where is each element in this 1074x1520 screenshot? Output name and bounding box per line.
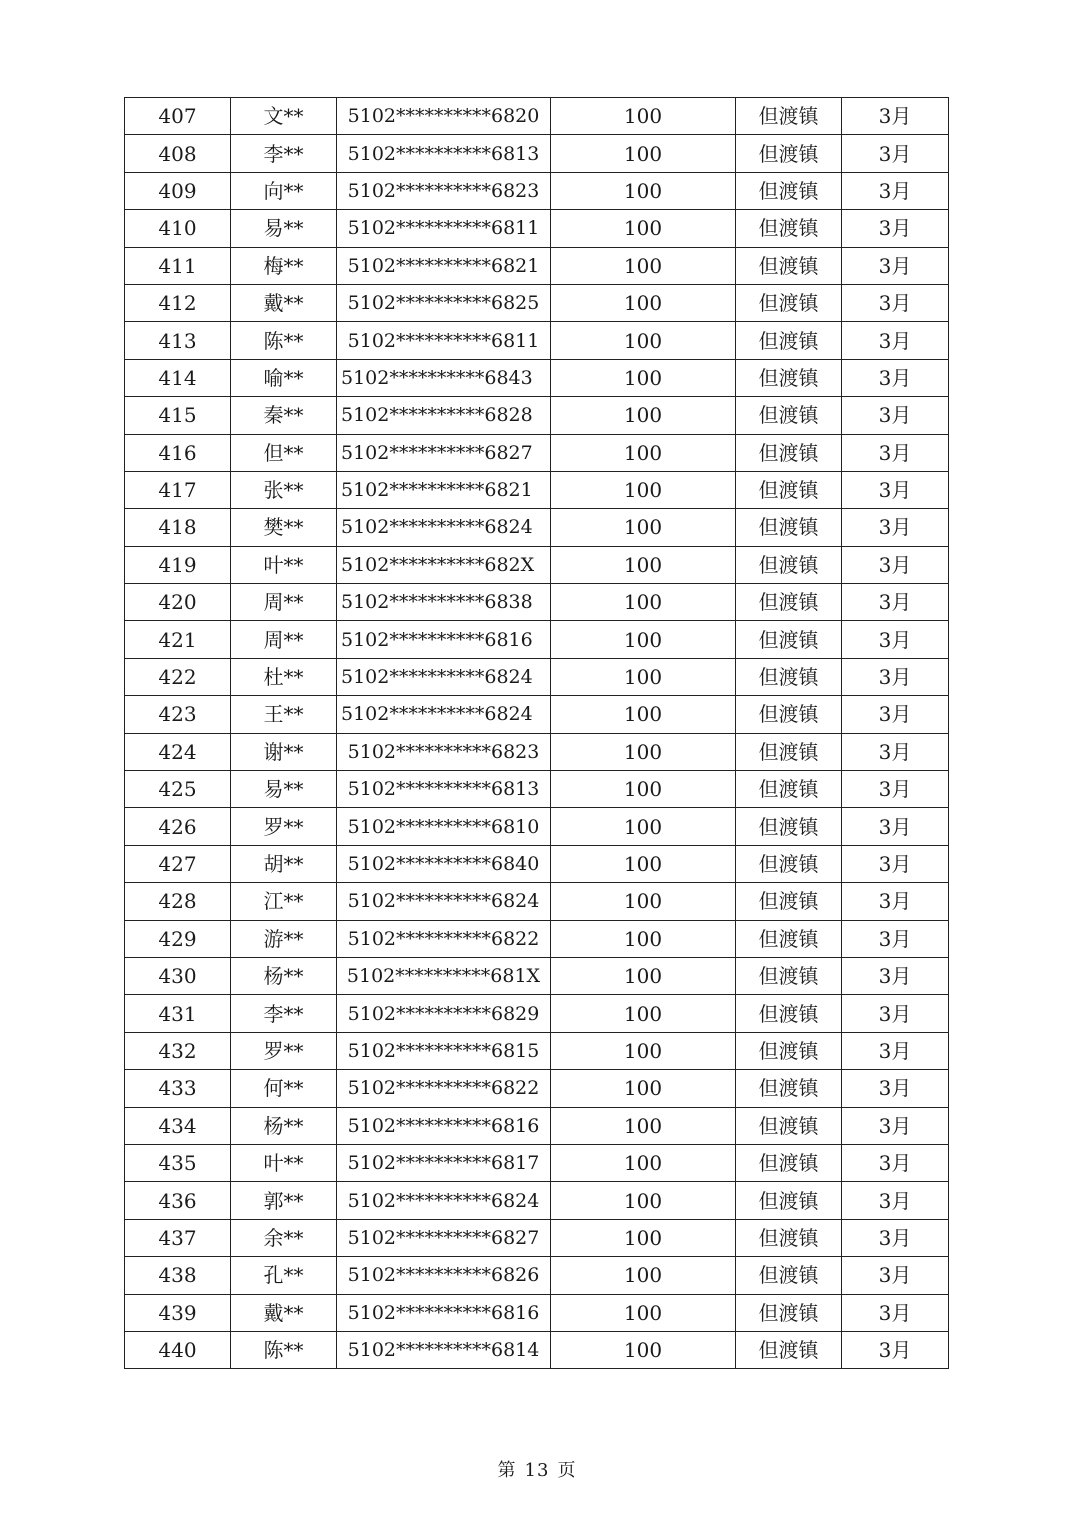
cell-town: 但渡镇 — [736, 1294, 842, 1331]
cell-month: 3月 — [842, 247, 949, 284]
cell-id-number: 5102**********6838 — [337, 584, 551, 621]
table-row — [125, 1107, 949, 1144]
cell-amount: 100 — [551, 1331, 736, 1368]
table-row — [125, 1070, 949, 1107]
cell-number: 415 — [125, 397, 231, 434]
table-row — [125, 995, 949, 1032]
table-row — [125, 808, 949, 845]
cell-name: 李** — [231, 135, 337, 172]
cell-name: 王** — [231, 696, 337, 733]
cell-town: 但渡镇 — [736, 471, 842, 508]
cell-number: 425 — [125, 771, 231, 808]
cell-month: 3月 — [842, 546, 949, 583]
cell-town: 但渡镇 — [736, 322, 842, 359]
cell-amount: 100 — [551, 434, 736, 471]
cell-id-number: 5102**********6814 — [337, 1331, 551, 1368]
cell-amount: 100 — [551, 172, 736, 209]
cell-id-number: 5102**********6827 — [337, 434, 551, 471]
cell-amount: 100 — [551, 696, 736, 733]
cell-id-number: 5102**********6813 — [337, 135, 551, 172]
cell-name: 戴** — [231, 1294, 337, 1331]
cell-amount: 100 — [551, 845, 736, 882]
cell-town: 但渡镇 — [736, 808, 842, 845]
cell-amount: 100 — [551, 322, 736, 359]
cell-town: 但渡镇 — [736, 210, 842, 247]
table-row — [125, 1331, 949, 1368]
cell-id-number: 5102**********6824 — [337, 509, 551, 546]
cell-month: 3月 — [842, 135, 949, 172]
cell-id-number: 5102**********6823 — [337, 733, 551, 770]
cell-name: 胡** — [231, 845, 337, 882]
cell-number: 410 — [125, 210, 231, 247]
cell-name: 张** — [231, 471, 337, 508]
cell-id-number: 5102**********682X — [337, 546, 551, 583]
table-row — [125, 584, 949, 621]
cell-number: 418 — [125, 509, 231, 546]
cell-town: 但渡镇 — [736, 995, 842, 1032]
cell-name: 文** — [231, 98, 337, 135]
cell-id-number: 5102**********6824 — [337, 658, 551, 695]
cell-town: 但渡镇 — [736, 584, 842, 621]
cell-amount: 100 — [551, 995, 736, 1032]
cell-town: 但渡镇 — [736, 1219, 842, 1256]
cell-name: 易** — [231, 210, 337, 247]
cell-name: 秦** — [231, 397, 337, 434]
roster-table — [124, 97, 949, 1369]
cell-amount: 100 — [551, 509, 736, 546]
cell-month: 3月 — [842, 584, 949, 621]
cell-amount: 100 — [551, 733, 736, 770]
cell-month: 3月 — [842, 1219, 949, 1256]
cell-id-number: 5102**********6820 — [337, 98, 551, 135]
cell-name: 江** — [231, 883, 337, 920]
cell-month: 3月 — [842, 920, 949, 957]
cell-amount: 100 — [551, 920, 736, 957]
cell-amount: 100 — [551, 1107, 736, 1144]
cell-month: 3月 — [842, 98, 949, 135]
cell-id-number: 5102**********6816 — [337, 621, 551, 658]
table-row — [125, 1219, 949, 1256]
cell-id-number: 5102**********6816 — [337, 1294, 551, 1331]
cell-name: 杜** — [231, 658, 337, 695]
cell-number: 416 — [125, 434, 231, 471]
cell-month: 3月 — [842, 284, 949, 321]
cell-name: 陈** — [231, 1331, 337, 1368]
cell-month: 3月 — [842, 621, 949, 658]
cell-number: 413 — [125, 322, 231, 359]
table-row — [125, 546, 949, 583]
cell-month: 3月 — [842, 210, 949, 247]
cell-month: 3月 — [842, 1070, 949, 1107]
cell-town: 但渡镇 — [736, 696, 842, 733]
cell-month: 3月 — [842, 1107, 949, 1144]
cell-town: 但渡镇 — [736, 621, 842, 658]
cell-name: 但** — [231, 434, 337, 471]
table-row — [125, 1182, 949, 1219]
cell-name: 陈** — [231, 322, 337, 359]
cell-town: 但渡镇 — [736, 546, 842, 583]
cell-number: 427 — [125, 845, 231, 882]
table-row — [125, 957, 949, 994]
cell-town: 但渡镇 — [736, 1032, 842, 1069]
cell-name: 何** — [231, 1070, 337, 1107]
cell-number: 423 — [125, 696, 231, 733]
cell-id-number: 5102**********6843 — [337, 359, 551, 396]
table-row — [125, 658, 949, 695]
cell-number: 440 — [125, 1331, 231, 1368]
cell-id-number: 5102**********6824 — [337, 1182, 551, 1219]
cell-number: 430 — [125, 957, 231, 994]
cell-name: 梅** — [231, 247, 337, 284]
cell-id-number: 5102**********6829 — [337, 995, 551, 1032]
cell-town: 但渡镇 — [736, 397, 842, 434]
cell-month: 3月 — [842, 733, 949, 770]
cell-id-number: 5102**********6813 — [337, 771, 551, 808]
cell-amount: 100 — [551, 584, 736, 621]
cell-id-number: 5102**********6824 — [337, 883, 551, 920]
table-row — [125, 1144, 949, 1181]
cell-id-number: 5102**********6822 — [337, 1070, 551, 1107]
cell-month: 3月 — [842, 771, 949, 808]
cell-id-number: 5102**********6824 — [337, 696, 551, 733]
cell-amount: 100 — [551, 98, 736, 135]
cell-number: 419 — [125, 546, 231, 583]
cell-name: 向** — [231, 172, 337, 209]
cell-number: 414 — [125, 359, 231, 396]
cell-number: 439 — [125, 1294, 231, 1331]
cell-month: 3月 — [842, 434, 949, 471]
cell-name: 杨** — [231, 1107, 337, 1144]
table-row — [125, 397, 949, 434]
cell-id-number: 5102**********6817 — [337, 1144, 551, 1181]
cell-number: 422 — [125, 658, 231, 695]
table-row — [125, 1032, 949, 1069]
cell-name: 周** — [231, 584, 337, 621]
cell-name: 余** — [231, 1219, 337, 1256]
cell-number: 411 — [125, 247, 231, 284]
cell-amount: 100 — [551, 471, 736, 508]
table-row — [125, 172, 949, 209]
cell-number: 407 — [125, 98, 231, 135]
cell-name: 罗** — [231, 808, 337, 845]
cell-id-number: 5102**********6816 — [337, 1107, 551, 1144]
cell-month: 3月 — [842, 883, 949, 920]
cell-month: 3月 — [842, 658, 949, 695]
cell-number: 433 — [125, 1070, 231, 1107]
cell-amount: 100 — [551, 1294, 736, 1331]
cell-month: 3月 — [842, 808, 949, 845]
cell-amount: 100 — [551, 546, 736, 583]
cell-month: 3月 — [842, 1257, 949, 1294]
cell-name: 周** — [231, 621, 337, 658]
table-row — [125, 322, 949, 359]
table-row — [125, 733, 949, 770]
cell-month: 3月 — [842, 1294, 949, 1331]
cell-town: 但渡镇 — [736, 771, 842, 808]
table-row — [125, 509, 949, 546]
table-row — [125, 845, 949, 882]
cell-id-number: 5102**********6826 — [337, 1257, 551, 1294]
cell-number: 431 — [125, 995, 231, 1032]
cell-name: 杨** — [231, 957, 337, 994]
cell-number: 432 — [125, 1032, 231, 1069]
cell-town: 但渡镇 — [736, 284, 842, 321]
cell-amount: 100 — [551, 658, 736, 695]
cell-id-number: 5102**********6825 — [337, 284, 551, 321]
cell-name: 叶** — [231, 546, 337, 583]
cell-number: 436 — [125, 1182, 231, 1219]
cell-town: 但渡镇 — [736, 658, 842, 695]
cell-id-number: 5102**********6822 — [337, 920, 551, 957]
cell-id-number: 5102**********6828 — [337, 397, 551, 434]
cell-name: 孔** — [231, 1257, 337, 1294]
table-row — [125, 471, 949, 508]
cell-town: 但渡镇 — [736, 733, 842, 770]
cell-month: 3月 — [842, 995, 949, 1032]
cell-name: 叶** — [231, 1144, 337, 1181]
cell-amount: 100 — [551, 135, 736, 172]
cell-id-number: 5102**********6827 — [337, 1219, 551, 1256]
cell-amount: 100 — [551, 397, 736, 434]
cell-amount: 100 — [551, 247, 736, 284]
cell-town: 但渡镇 — [736, 957, 842, 994]
table-row — [125, 98, 949, 135]
cell-name: 谢** — [231, 733, 337, 770]
cell-amount: 100 — [551, 1070, 736, 1107]
cell-month: 3月 — [842, 359, 949, 396]
cell-amount: 100 — [551, 957, 736, 994]
cell-amount: 100 — [551, 1219, 736, 1256]
cell-town: 但渡镇 — [736, 1182, 842, 1219]
table-row — [125, 1257, 949, 1294]
cell-town: 但渡镇 — [736, 1070, 842, 1107]
cell-id-number: 5102**********681X — [337, 957, 551, 994]
cell-town: 但渡镇 — [736, 359, 842, 396]
cell-amount: 100 — [551, 771, 736, 808]
cell-town: 但渡镇 — [736, 1144, 842, 1181]
page-footer-prefix: 第 — [497, 1460, 517, 1481]
cell-town: 但渡镇 — [736, 434, 842, 471]
table-row — [125, 920, 949, 957]
cell-number: 424 — [125, 733, 231, 770]
cell-month: 3月 — [842, 172, 949, 209]
cell-month: 3月 — [842, 1032, 949, 1069]
table-row — [125, 696, 949, 733]
cell-number: 412 — [125, 284, 231, 321]
table-row — [125, 247, 949, 284]
cell-month: 3月 — [842, 1182, 949, 1219]
cell-amount: 100 — [551, 621, 736, 658]
cell-number: 426 — [125, 808, 231, 845]
cell-town: 但渡镇 — [736, 172, 842, 209]
cell-id-number: 5102**********6840 — [337, 845, 551, 882]
table-row — [125, 1294, 949, 1331]
cell-id-number: 5102**********6811 — [337, 210, 551, 247]
cell-name: 樊** — [231, 509, 337, 546]
cell-name: 喻** — [231, 359, 337, 396]
cell-number: 421 — [125, 621, 231, 658]
cell-number: 428 — [125, 883, 231, 920]
table-row — [125, 359, 949, 396]
cell-name: 李** — [231, 995, 337, 1032]
cell-number: 420 — [125, 584, 231, 621]
cell-town: 但渡镇 — [736, 1331, 842, 1368]
cell-number: 409 — [125, 172, 231, 209]
cell-id-number: 5102**********6815 — [337, 1032, 551, 1069]
cell-month: 3月 — [842, 957, 949, 994]
cell-town: 但渡镇 — [736, 135, 842, 172]
cell-amount: 100 — [551, 1032, 736, 1069]
cell-id-number: 5102**********6821 — [337, 247, 551, 284]
cell-amount: 100 — [551, 1144, 736, 1181]
cell-id-number: 5102**********6823 — [337, 172, 551, 209]
table-row — [125, 883, 949, 920]
table-row — [125, 771, 949, 808]
table-row — [125, 621, 949, 658]
page-footer — [0, 1456, 1074, 1482]
cell-number: 437 — [125, 1219, 231, 1256]
cell-town: 但渡镇 — [736, 1107, 842, 1144]
cell-amount: 100 — [551, 210, 736, 247]
cell-town: 但渡镇 — [736, 98, 842, 135]
cell-town: 但渡镇 — [736, 1257, 842, 1294]
cell-id-number: 5102**********6821 — [337, 471, 551, 508]
cell-town: 但渡镇 — [736, 845, 842, 882]
cell-month: 3月 — [842, 845, 949, 882]
cell-month: 3月 — [842, 1331, 949, 1368]
cell-number: 408 — [125, 135, 231, 172]
cell-town: 但渡镇 — [736, 247, 842, 284]
cell-id-number: 5102**********6810 — [337, 808, 551, 845]
cell-name: 游** — [231, 920, 337, 957]
cell-name: 戴** — [231, 284, 337, 321]
cell-amount: 100 — [551, 284, 736, 321]
cell-month: 3月 — [842, 696, 949, 733]
table-row — [125, 210, 949, 247]
cell-month: 3月 — [842, 471, 949, 508]
cell-month: 3月 — [842, 322, 949, 359]
cell-amount: 100 — [551, 808, 736, 845]
page-number: 13 — [524, 1460, 550, 1481]
cell-amount: 100 — [551, 359, 736, 396]
cell-month: 3月 — [842, 1144, 949, 1181]
cell-id-number: 5102**********6811 — [337, 322, 551, 359]
cell-name: 罗** — [231, 1032, 337, 1069]
table-row — [125, 284, 949, 321]
cell-number: 429 — [125, 920, 231, 957]
table-row — [125, 135, 949, 172]
cell-town: 但渡镇 — [736, 883, 842, 920]
cell-month: 3月 — [842, 397, 949, 434]
cell-amount: 100 — [551, 1182, 736, 1219]
cell-number: 417 — [125, 471, 231, 508]
cell-month: 3月 — [842, 509, 949, 546]
cell-town: 但渡镇 — [736, 509, 842, 546]
table-row — [125, 434, 949, 471]
cell-number: 438 — [125, 1257, 231, 1294]
cell-number: 434 — [125, 1107, 231, 1144]
cell-name: 郭** — [231, 1182, 337, 1219]
cell-name: 易** — [231, 771, 337, 808]
cell-amount: 100 — [551, 1257, 736, 1294]
page-footer-suffix: 页 — [557, 1460, 577, 1481]
cell-town: 但渡镇 — [736, 920, 842, 957]
roster-table-body — [125, 98, 949, 1369]
cell-amount: 100 — [551, 883, 736, 920]
cell-number: 435 — [125, 1144, 231, 1181]
